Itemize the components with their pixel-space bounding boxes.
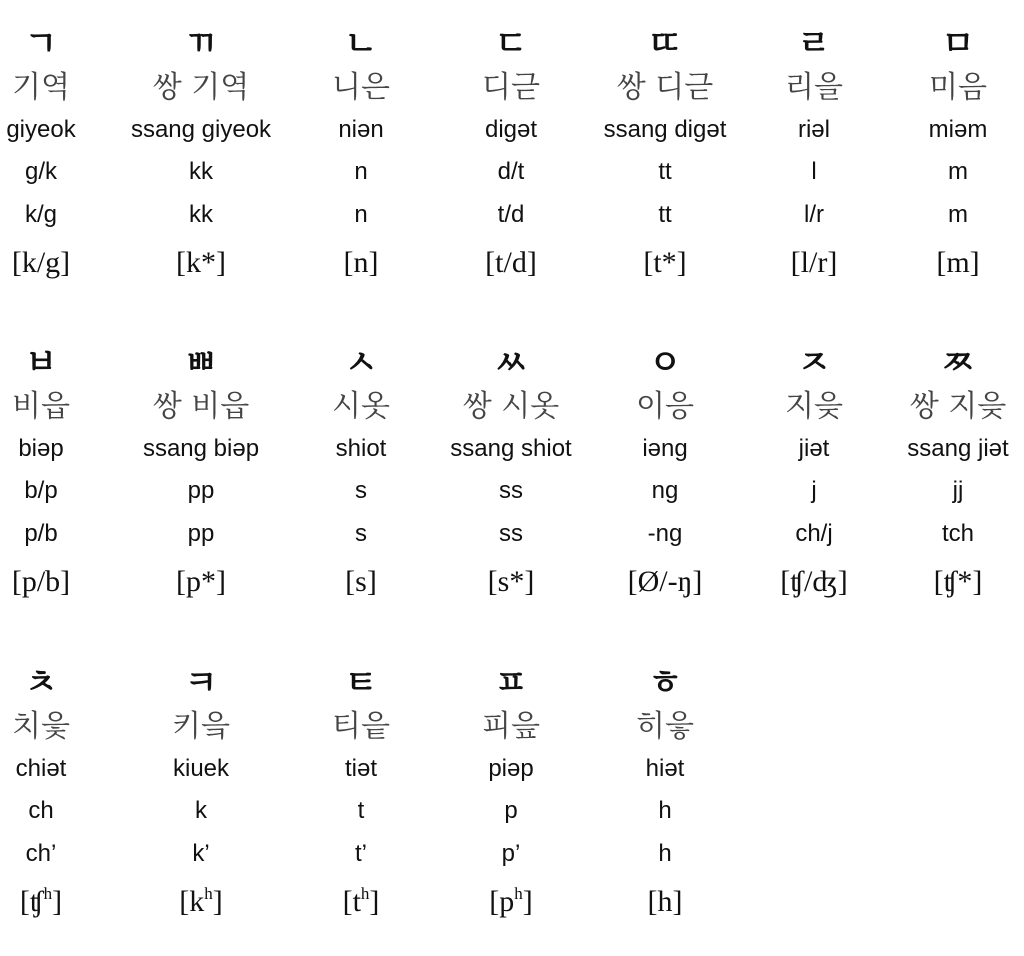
consonant-korean-name: 니은 [332, 70, 390, 105]
consonant-glyph: ㅋ [184, 663, 218, 703]
consonant-romanized-name: tiət [344, 755, 377, 782]
final-sound: k’ [192, 840, 210, 867]
consonant-korean-name: 쌍 지읒 [909, 389, 1007, 424]
initial-sound: k [195, 797, 207, 824]
ipa-transcription [286, 564, 436, 600]
initial-sound: d/t [497, 158, 525, 185]
consonant-romanized-name: kiuek [172, 755, 230, 782]
ipa-text: [m] [936, 246, 980, 279]
consonant-glyph: ㅍ [494, 663, 528, 703]
ipa-transcription [883, 564, 1024, 600]
final-sound: pp [187, 520, 215, 547]
ipa-text: [s] [345, 565, 377, 598]
final-sound: p’ [501, 840, 521, 867]
consonant-romanized-name: niən [338, 116, 384, 143]
ipa-transcription [0, 564, 116, 600]
consonant-korean-name: 지읒 [785, 389, 843, 424]
consonant-romanized-name: miəm [928, 116, 988, 143]
consonant-korean-name: 미음 [929, 70, 987, 105]
consonant-romanized-name: jiət [798, 435, 830, 462]
consonant-romanized-name: ssang biəp [142, 435, 260, 462]
consonant-glyph: ㄷ [494, 24, 528, 64]
initial-sound: n [354, 158, 368, 185]
initial-sound: h [658, 797, 672, 824]
ipa-transcription [739, 245, 889, 281]
ipa-text: [n] [343, 246, 379, 279]
initial-sound: p [504, 797, 518, 824]
consonant-korean-name: 피읖 [482, 709, 540, 744]
consonant-korean-name: 쌍 기역 [152, 70, 250, 105]
consonant-glyph: ㅉ [941, 343, 975, 383]
consonant-glyph: ㅎ [648, 663, 682, 703]
ipa-aspiration-mark: h [204, 884, 213, 903]
final-sound: ss [499, 520, 523, 547]
final-sound: t/d [497, 201, 525, 228]
ipa-text: [ʧ/ʤ] [780, 565, 848, 598]
initial-sound: m [948, 158, 968, 185]
final-sound: t’ [355, 840, 367, 867]
ipa-text: [p*] [176, 565, 226, 598]
consonant-glyph: ㄱ [24, 24, 58, 64]
consonant-korean-name: 쌍 비읍 [152, 389, 250, 424]
initial-sound: jj [952, 477, 964, 504]
consonant-glyph: ㅂ [24, 343, 58, 383]
consonant-korean-name: 키읔 [172, 709, 230, 744]
consonant-korean-name: 쌍 디귿 [616, 70, 714, 105]
consonant-romanized-name: ssang digət [603, 116, 727, 143]
initial-sound: b/p [24, 477, 58, 504]
initial-sound: kk [189, 158, 213, 185]
ipa-text: [ʧ*] [933, 565, 983, 598]
ipa-transcription [0, 245, 116, 281]
ipa-close-bracket: ] [369, 885, 380, 918]
final-sound: h [658, 840, 672, 867]
consonant-romanized-name: riəl [797, 116, 830, 143]
consonant-korean-name: 기역 [12, 70, 70, 105]
initial-sound: ch [28, 797, 54, 824]
ipa-close-bracket: ] [52, 885, 63, 918]
ipa-transcription [590, 564, 740, 600]
consonant-romanized-name: piəp [488, 755, 534, 782]
ipa-close-bracket: ] [522, 885, 533, 918]
ipa-text: [t [342, 885, 361, 918]
ipa-transcription [590, 245, 740, 281]
initial-sound: ss [499, 477, 523, 504]
consonant-romanized-name: biəp [18, 435, 64, 462]
ipa-transcription [590, 884, 740, 920]
final-sound: m [948, 201, 968, 228]
consonant-romanized-name: giyeok [6, 116, 76, 143]
ipa-aspiration-mark: h [43, 884, 53, 903]
consonant-romanized-name: hiət [645, 755, 685, 782]
ipa-text: [p/b] [11, 565, 71, 598]
final-sound: l/r [804, 201, 824, 228]
consonant-romanized-name: iəng [642, 435, 688, 462]
consonant-glyph: ㅊ [24, 663, 58, 703]
final-sound: k/g [24, 201, 57, 228]
consonant-korean-name: 치읓 [12, 709, 70, 744]
consonant-korean-name: 이응 [636, 389, 694, 424]
initial-sound: l [811, 158, 817, 185]
final-sound: n [354, 201, 368, 228]
consonant-glyph: ㅅ [344, 343, 378, 383]
ipa-transcription [286, 884, 436, 920]
consonant-korean-name: 리을 [785, 70, 843, 105]
ipa-text: [p [489, 885, 515, 918]
ipa-aspiration-mark: h [514, 884, 523, 903]
ipa-transcription [0, 884, 116, 920]
ipa-text: [k/g] [11, 246, 71, 279]
ipa-text: [t*] [643, 246, 687, 279]
ipa-transcription [739, 564, 889, 600]
ipa-transcription [883, 245, 1024, 281]
consonant-korean-name: 시옷 [332, 389, 390, 424]
final-sound: s [355, 520, 367, 547]
final-sound: tch [941, 520, 974, 547]
consonant-romanized-name: ssang jiət [907, 435, 1009, 462]
consonant-korean-name: 히읗 [636, 709, 694, 744]
ipa-text: [ʧ [19, 885, 44, 918]
ipa-text: [s*] [487, 565, 535, 598]
final-sound: p/b [24, 520, 58, 547]
ipa-text: [l/r] [790, 246, 838, 279]
consonant-glyph: ㅁ [941, 24, 975, 64]
ipa-text: [t/d] [485, 246, 537, 279]
consonant-korean-name: 쌍 시옷 [462, 389, 560, 424]
initial-sound: j [811, 477, 817, 504]
final-sound: tt [658, 201, 672, 228]
initial-sound: pp [187, 477, 215, 504]
ipa-transcription [126, 884, 276, 920]
consonant-glyph: ㄹ [797, 24, 831, 64]
ipa-text: [Ø/-ŋ] [627, 565, 703, 598]
initial-sound: g/k [24, 158, 57, 185]
consonant-glyph: ㅈ [797, 343, 831, 383]
consonant-romanized-name: shiot [335, 435, 387, 462]
consonant-glyph: ㅆ [494, 343, 528, 383]
initial-sound: t [357, 797, 365, 824]
consonant-glyph: ㄴ [344, 24, 378, 64]
consonant-glyph: ㅃ [184, 343, 218, 383]
consonant-romanized-name: chiət [15, 755, 67, 782]
ipa-transcription [126, 564, 276, 600]
ipa-close-bracket: ] [212, 885, 223, 918]
ipa-text: [k*] [176, 246, 226, 279]
ipa-aspiration-mark: h [360, 884, 370, 903]
consonant-glyph: ㅌ [344, 663, 378, 703]
consonant-romanized-name: digət [484, 116, 538, 143]
consonant-romanized-name: ssang giyeok [130, 116, 272, 143]
final-sound: ch/j [795, 520, 833, 547]
consonant-korean-name: 티읕 [332, 709, 390, 744]
consonant-romanized-name: ssang shiot [450, 435, 572, 462]
final-sound: ch’ [25, 840, 57, 867]
initial-sound: s [355, 477, 367, 504]
consonant-korean-name: 디귿 [482, 70, 540, 105]
ipa-transcription [286, 245, 436, 281]
final-sound: kk [189, 201, 213, 228]
consonant-glyph: ㅇ [648, 343, 682, 383]
ipa-text: [k [179, 885, 205, 918]
consonant-glyph: ㄸ [648, 24, 682, 64]
ipa-transcription [126, 245, 276, 281]
ipa-transcription [436, 884, 586, 920]
initial-sound: ng [651, 477, 679, 504]
initial-sound: tt [658, 158, 672, 185]
consonant-korean-name: 비읍 [12, 389, 70, 424]
ipa-text: [h] [647, 885, 683, 918]
final-sound: -ng [647, 520, 683, 547]
ipa-transcription [436, 564, 586, 600]
consonant-glyph: ㄲ [184, 24, 218, 64]
ipa-transcription [436, 245, 586, 281]
